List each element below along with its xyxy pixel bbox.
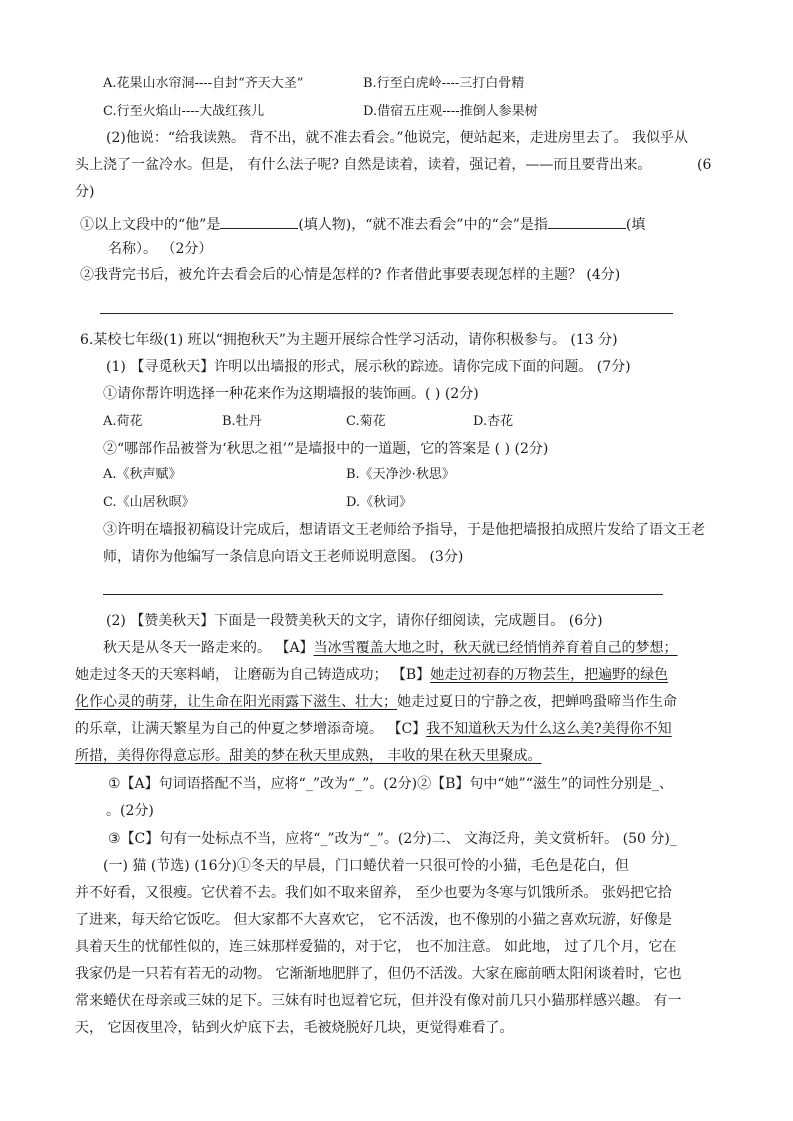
q6-sub-c: ③【C】句有一处标点不当，应将“_”改为“_”。(2分)二、 文海泛舟，美文赏析轩。 (50 分)_ [108,831,677,847]
q6-sub-a-b: ①【A】句词语搭配不当，应将“_”改为“_”。(2分)②【B】句中“她”“滋生”的词性分别是_、 [108,776,674,792]
reading-line: 常来蜷伏在母亲或三妹的足下。三妹有时也逗着它玩，但并没有像对前几只小猫那样感兴趣。 有一 [75,993,682,1009]
q6-sub-a-b-line-2: 。(2分) [106,803,154,819]
underlined-sentence-b: 她走过初春的万物芸生，把遍野的绿色 [430,667,669,683]
q6-sub-3-line-1: ③许明在墙报初稿设计完成后，想请语文王老师给予指导，于是他把墙报拍成照片发给了语文王老 [103,522,705,538]
passage-line-1 [103,638,678,658]
q6-title: 6.某校七年级(1) 班以“拥抱秋天”为主题开展综合性学习活动，请你积极参与。 (13 分) [80,332,618,348]
passage-line-3 [75,692,677,712]
q5-sub-2: ②我背完书后，被允许去看会后的心情是怎样的? 作者借此事要表现怎样的主题？ (4分) [80,267,621,283]
q6-sub-3-line-2: 师，请你为他编写一条信息向语文王老师说明意图。 (3分) [103,549,464,565]
passage-line-5 [75,746,541,766]
underlined-sentence-c: 我不知道秋天为什么这么美?美得你不知 [426,721,672,737]
q6-sub-1-option-a: A.荷花 [103,414,143,429]
q5-sub-1-text-b: (填人物)，“就不准去看会”中的“会”是指 [298,217,548,233]
passage-text: 的乐章，让满天繁星为自己的仲夏之梦增添奇境。 【C】 [75,721,427,737]
q6-part-1: (1) 【寻觅秋天】许明以出墙报的形式，展示秋的踪迹。请你完成下面的问题。 (7分) [106,359,631,375]
answer-blank-event[interactable] [548,212,626,229]
q5-passage-line-2: 头上浇了一盆冷水。但是， 有什么法子呢? 自然是读着，读着，强记着，——而且要背出来。 [75,157,652,173]
underlined-sentence-b-cont: 化作心灵的萌芽，让生命在阳光雨露下滋生、壮大； [75,694,397,710]
reading-line: 了进来，每天给它饭吃。 但大家都不大喜欢它， 它不活泼，也不像别的小猫之喜欢玩游，好像是 [75,912,672,928]
reading-line: 并不好看，又很瘦。它伏着不去。我们如不取来留养， 至少也要为冬寒与饥饿所杀。 张妈把它拾 [75,885,672,901]
q5-passage-line-3: 分) [75,184,95,200]
q5-option-a: A.花果山水帘洞----自封“齐天大圣” [103,76,304,91]
q6-sub-2-option-d: D.《秋词》 [346,495,413,510]
q6-sub-2-option-a: A.《秋声赋》 [103,467,182,482]
q6-sub-2-option-c: C.《山居秋暝》 [103,495,195,510]
passage-line-4 [75,719,672,739]
q6-sub-1: ①请你帮许明选择一种花来作为这期墙报的装饰画。( ) (2分) [103,386,479,402]
q5-option-b: B.行至白虎岭----三打白骨精 [363,76,525,91]
q5-sub-1 [80,212,645,235]
q6-sub-2: ②“哪部作品被誉为‘秋思之祖’”是墙报中的一道题，它的答案是 ( ) (2分) [103,441,549,457]
q5-sub-1-text-a: ①以上文段中的“他”是 [80,217,221,233]
q6-part-2: (2) 【赞美秋天】下面是一段赞美秋天的文字，请你仔细阅读，完成题目。 (6分) [106,613,603,629]
q5-option-d: D.借宿五庄观----推倒人参果树 [363,104,538,119]
passage-text: 秋天是从冬天一路走来的。 【A】 [103,640,314,656]
answer-blank-person[interactable] [220,212,298,229]
underlined-sentence-end: 甜美的梦在秋天里成熟， 丰收的果在秋天里聚成。 [229,748,542,764]
passage-text: 她走过夏日的宁静之夜，把蝉鸣蛩啼当作生命 [397,694,677,710]
passage-text: 她走过冬天的天寒料峭， 让磨砺为自己铸造成功； 【B】 [75,667,431,683]
underlined-sentence-a: 当冰雪覆盖大地之时，秋天就已经悄悄养育着自己的梦想； [313,640,678,656]
q5-sub-1-text-c: (填 [625,217,646,233]
q5-option-c: C.行至火焰山----大战红孩儿 [103,104,265,119]
reading-line: 具着天生的忧郁性似的，连三妹那样爱猫的，对于它， 也不加注意。 如此地， 过了几个月，它在 [75,939,677,955]
answer-line-1[interactable] [100,313,673,314]
reading-head: (一) 猫 (节选) (16分)①冬天的早晨，门口蜷伏着一只很可怜的小猫，毛色是花白，但 [103,858,629,874]
underlined-sentence-c-cont: 所措，美得你得意忘形。 [75,748,229,764]
reading-line: 天， 它因夜里冷，钻到火炉底下去，毛被烧脱好几块，更觉得难看了。 [75,1020,514,1036]
q5-sub-1-line-2: 名称）。 （2分） [108,241,213,257]
q6-sub-1-option-d: D.杏花 [473,414,514,429]
q6-sub-1-option-c: C.菊花 [346,414,386,429]
q6-sub-2-option-b: B.《天净沙·秋思》 [346,467,455,482]
q5-passage-score: (6 [697,157,712,173]
q6-sub-1-option-b: B.牡丹 [222,414,262,429]
reading-line: 我家仍是一只若有若无的动物。 它渐渐地肥胖了，但仍不活泼。大家在廊前晒太阳闲谈着时，它也 [75,966,682,982]
q5-passage-line-1: (2)他说：“给我读熟。 背不出，就不准去看会。”他说完，便站起来，走进房里去了。 我似乎从 [106,130,689,146]
passage-line-2 [75,665,668,685]
answer-line-2[interactable] [103,594,663,595]
